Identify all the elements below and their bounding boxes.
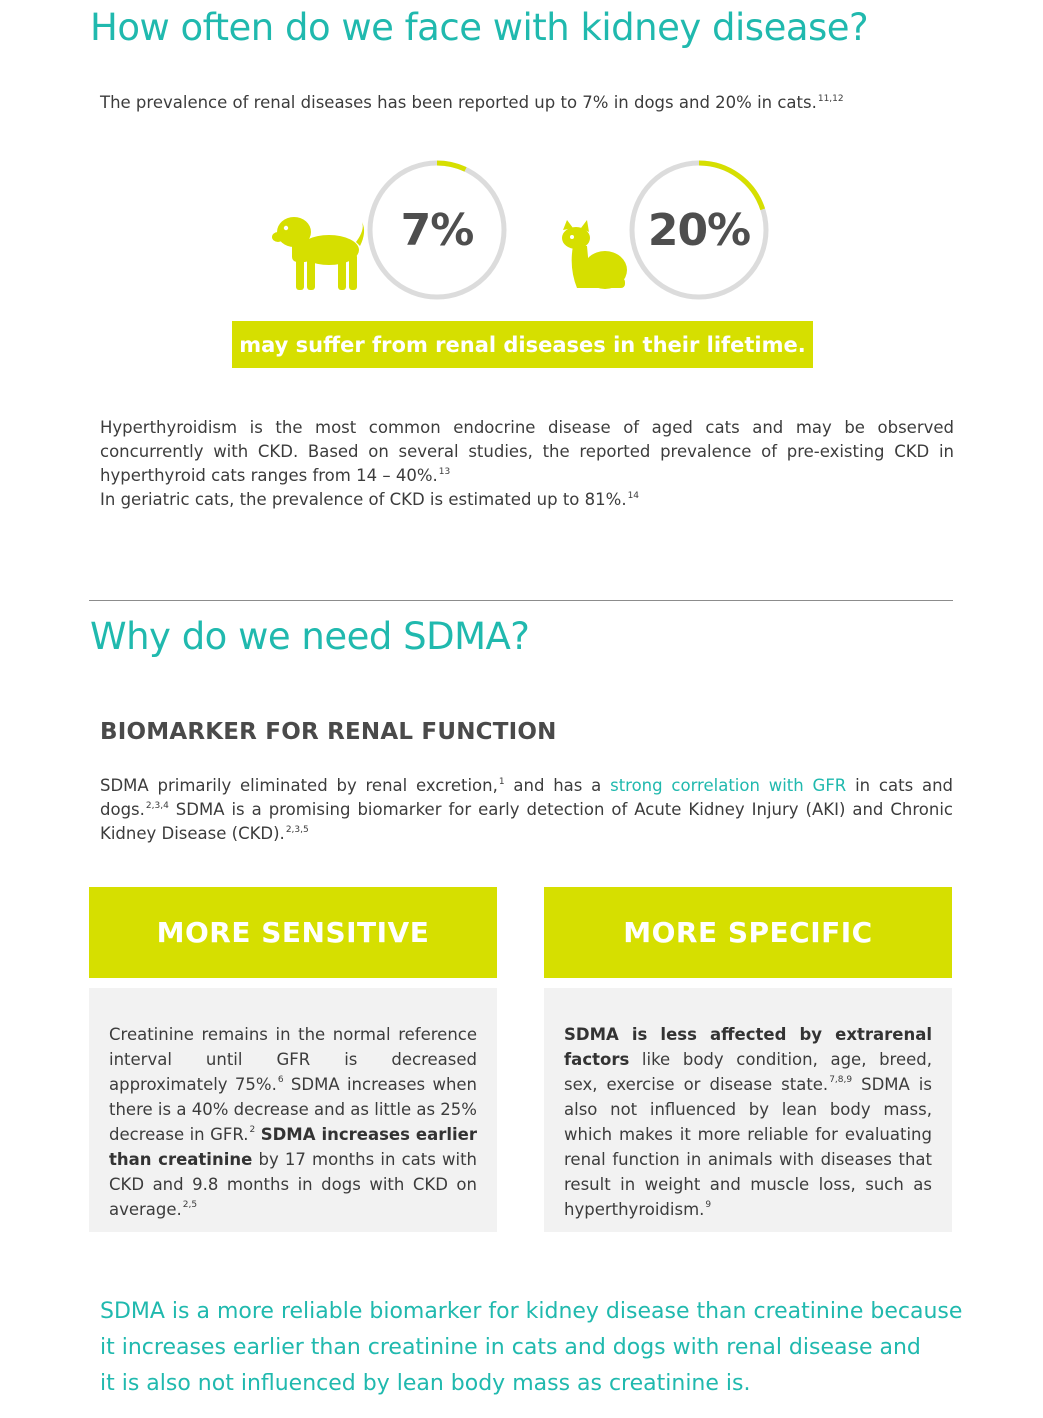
card-heading-specific: MORE SPECIFIC xyxy=(544,887,952,978)
dog-icon xyxy=(272,212,367,292)
section-title-sdma: Why do we need SDMA? xyxy=(90,615,530,658)
lifetime-banner: may suffer from renal diseases in their lifetime. xyxy=(232,321,813,368)
conclusion-statement: SDMA is a more reliable biomarker for kidney disease than creatinine because it increases earlier than creatinine in cats and dogs with renal disease and it is also not influenced by lean body mass as creatinine is. xyxy=(100,1299,963,1396)
section-divider xyxy=(89,600,953,601)
card-body-sensitive: Creatinine remains in the normal reference interval until GFR is decreased approximately 75%.$^6$ SDMA increases when there is a 40% decrease and as little as 25% decrease in GFR.$^2$ SDMA increases earlier than creatinine by 17 months in cats with CKD and 9.8 months in dogs with CKD on average.$^{2,5}$ xyxy=(89,988,497,1232)
card-heading-sensitive: MORE SENSITIVE xyxy=(89,887,497,978)
prevalence-intro: The prevalence of renal diseases has been reported up to 7% in dogs and 20% in cats.$^{11,12}$ xyxy=(100,93,844,112)
card-body-specific: SDMA is less affected by extrarenal factors like body condition, age, breed, sex, exercise or disease state.$^{7,8,9}$ SDMA is also not influenced by lean body mass, which makes it more reliable for evaluating renal function in animals with diseases that result in weight and muscle loss, such as hyperthyroidism.$^9$ xyxy=(544,988,952,1232)
cat-icon xyxy=(555,220,630,290)
stat-ring-cats xyxy=(629,160,769,300)
gfr-correlation-link[interactable]: strong correlation with GFR xyxy=(610,776,847,795)
sdma-intro-paragraph: SDMA primarily eliminated by renal excretion,$^1$ and has a strong correlation with GFR in cats and dogs.$^{2,3,4}$ SDMA is a promising biomarker for early detection of Acute Kidney Injury (AKI) and Chronic Kidney Disease (CKD).$^{2,3,5}$ xyxy=(100,776,953,843)
stat-value-cats: 20% xyxy=(647,204,751,256)
biomarker-subtitle: BIOMARKER FOR RENAL FUNCTION xyxy=(100,719,557,745)
stat-value-dogs: 7% xyxy=(400,204,474,256)
section-title-kidney: How often do we face with kidney disease? xyxy=(90,6,869,49)
hyperthyroidism-paragraph: Hyperthyroidism is the most common endocrine disease of aged cats and may be observed concurrently with CKD. Based on several studies, the reported prevalence of pre-existing CKD in hyperthyroid cats ranges from 14 – 40%.$^{13}$ In geriatric cats, the prevalence of CKD is estimated up to 81%.$^{14}$ xyxy=(100,418,954,509)
stat-ring-dogs xyxy=(367,160,507,300)
